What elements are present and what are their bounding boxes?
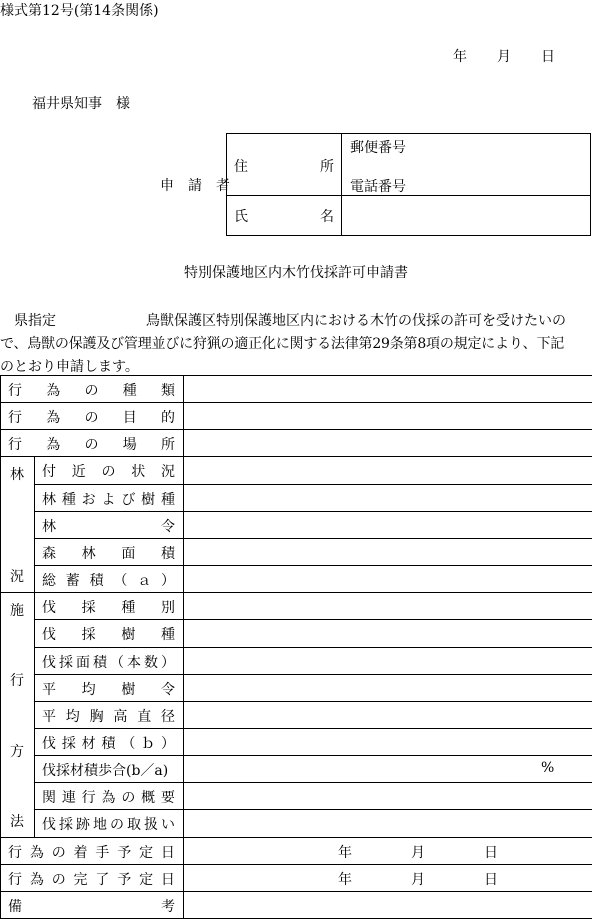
row-label-group1-2	[42, 489, 175, 509]
table-row-divider	[0, 429, 592, 430]
label-char: 行	[8, 437, 22, 453]
label-char: 付	[42, 464, 56, 480]
document-title: 特別保護地区内木竹伐採許可申請書	[184, 265, 408, 281]
label-char: 種	[122, 383, 137, 399]
paragraph-line-2: で、鳥獣の保護及び管理並びに狩猟の適正化に関する法律第29条第8項の規定により、下記	[0, 336, 565, 352]
label-char: 林	[42, 492, 56, 508]
row-label-group1-1	[42, 461, 175, 481]
table-row-divider	[34, 647, 592, 648]
label-char: ｂ	[141, 736, 156, 752]
label-char: の	[51, 872, 66, 888]
label-char: の	[84, 410, 99, 426]
label-char: 予	[117, 872, 132, 888]
label-char: 考	[161, 899, 175, 915]
applicant-label: 申 請 者	[160, 178, 230, 194]
label-char: 別	[160, 600, 175, 616]
row-label-2	[8, 407, 175, 427]
table-row-divider	[0, 864, 592, 865]
label-char: 為	[46, 437, 61, 453]
label-char: 令	[160, 682, 175, 698]
label-char: （	[113, 573, 128, 589]
table-row-divider	[34, 538, 592, 539]
application-table	[0, 375, 592, 918]
label-char: 採	[59, 817, 73, 833]
row-label-group2-7: 伐採材積歩合(b／a)	[42, 763, 169, 779]
table-row-divider	[34, 511, 592, 512]
label-char: 均	[81, 682, 96, 698]
postal-code-label: 郵便番号	[350, 140, 406, 156]
paragraph-line-3: のとおり申請します。	[0, 359, 139, 375]
table-row-divider	[34, 755, 592, 756]
table-row-divider	[34, 728, 592, 729]
label-char: 均	[65, 709, 80, 725]
label-char: 種	[121, 600, 136, 616]
date-year-label: 年	[338, 845, 352, 861]
label-char: 定	[139, 845, 154, 861]
table-row-divider	[34, 619, 592, 620]
row-label-group2-2	[42, 624, 175, 644]
label-char: 日	[160, 872, 175, 888]
label-char: 扱	[144, 817, 158, 833]
date-year-label: 年	[338, 872, 352, 888]
label-char: 伐	[42, 817, 56, 833]
label-char: 近	[71, 464, 86, 480]
label-char: の	[110, 817, 124, 833]
bottom-row-label-3	[8, 896, 175, 916]
table-row-divider	[0, 402, 592, 403]
label-char: 行	[8, 410, 22, 426]
label-char: ）	[160, 736, 175, 752]
address-label-a: 住	[234, 159, 248, 175]
name-label-a: 氏	[234, 209, 248, 225]
row-label-group2-6	[42, 733, 175, 753]
label-char: 伐	[42, 736, 56, 752]
label-char: の	[84, 383, 99, 399]
group-column-divider	[34, 456, 35, 592]
label-char: 取	[127, 817, 141, 833]
paragraph-prefix: 県指定	[14, 313, 56, 329]
label-char: 高	[113, 709, 128, 725]
table-row-divider	[0, 837, 592, 838]
label-char: 令	[161, 519, 175, 535]
label-char: 面	[76, 655, 90, 671]
bottom-row-label-1	[8, 842, 175, 862]
label-char: 地	[93, 817, 107, 833]
group1-label-char: 況	[10, 569, 24, 585]
label-char: 関	[42, 790, 56, 806]
label-char: 類	[161, 383, 175, 399]
label-char: い	[161, 817, 175, 833]
addressee: 福井県知事 様	[32, 96, 130, 112]
label-char: 樹	[141, 492, 156, 508]
label-char: 径	[160, 709, 175, 725]
date-day-label: 日	[541, 49, 555, 65]
table-row-divider	[0, 891, 592, 892]
table-row-divider	[34, 565, 592, 566]
label-char: 行	[8, 872, 22, 888]
label-char: 直	[137, 709, 152, 725]
label-char: ａ	[137, 573, 152, 589]
paragraph-line-1: 鳥獣保護区特別保護地区内における木竹の伐採の許可を受けたいの	[146, 313, 566, 329]
bottom-row-label-2	[8, 869, 175, 889]
label-char: 平	[42, 709, 56, 725]
label-char: 採	[61, 736, 76, 752]
label-char: 採	[81, 627, 96, 643]
table-row-divider	[34, 809, 592, 810]
label-char: の	[51, 845, 66, 861]
label-char: 積	[101, 736, 116, 752]
label-char: 備	[8, 899, 22, 915]
label-char: 目	[122, 410, 137, 426]
label-char: 為	[46, 410, 61, 426]
date-month-label: 月	[497, 49, 511, 65]
group2-label-char: 方	[10, 744, 24, 760]
row-label-group2-5	[42, 706, 175, 726]
label-char: 連	[61, 790, 76, 806]
label-char: 材	[81, 736, 96, 752]
label-char: 概	[141, 790, 156, 806]
label-char: ）	[161, 655, 175, 671]
label-char: 伐	[42, 600, 56, 616]
label-char: 伐	[42, 655, 56, 671]
group2-label-char: 施	[10, 603, 24, 619]
label-char: お	[81, 492, 96, 508]
group2-label-char: 法	[10, 814, 24, 830]
label-char: 伐	[42, 627, 56, 643]
label-char: 行	[81, 790, 96, 806]
applicant-table	[226, 133, 591, 236]
table-row-divider	[0, 456, 592, 457]
label-char: 林	[81, 546, 96, 562]
group-column-divider	[34, 592, 35, 837]
date-day-label: 日	[484, 872, 498, 888]
form-number: 様式第12号(第14条関係)	[0, 3, 159, 19]
label-char: 種	[160, 627, 175, 643]
label-char: の	[84, 437, 99, 453]
label-char: 行	[8, 383, 22, 399]
label-char: 森	[42, 546, 56, 562]
label-char: ）	[160, 573, 175, 589]
table-row-divider	[0, 592, 592, 593]
label-char: 総	[42, 573, 56, 589]
label-char: 種	[61, 492, 76, 508]
label-char: 胸	[89, 709, 104, 725]
label-char: 跡	[76, 817, 90, 833]
row-label-group1-4	[42, 543, 175, 563]
label-char: 定	[139, 872, 154, 888]
name-label-b: 名	[320, 209, 334, 225]
label-char: 蓄	[65, 573, 80, 589]
label-char: よ	[101, 492, 116, 508]
label-char: 場	[122, 437, 137, 453]
label-char: 状	[131, 464, 146, 480]
label-char: 数	[144, 655, 158, 671]
label-char: 着	[73, 845, 88, 861]
label-char: 了	[95, 872, 110, 888]
row-label-group1-3	[42, 516, 175, 536]
label-char: 積	[160, 546, 175, 562]
label-char: 為	[29, 845, 44, 861]
label-char: 的	[161, 410, 175, 426]
row-label-group2-3	[42, 652, 175, 672]
date-month-label: 月	[411, 872, 425, 888]
address-label-b: 所	[320, 159, 334, 175]
date-year-label: 年	[453, 49, 467, 65]
label-char: 為	[46, 383, 61, 399]
label-char: （	[110, 655, 124, 671]
label-char: 要	[160, 790, 175, 806]
label-char: （	[121, 736, 136, 752]
table-row-divider	[34, 701, 592, 702]
percent-unit: %	[541, 760, 555, 776]
date-day-label: 日	[484, 845, 498, 861]
label-char: 積	[93, 655, 107, 671]
row-label-group2-4	[42, 679, 175, 699]
date-month-label: 月	[411, 845, 425, 861]
table-row-divider	[34, 484, 592, 485]
label-char: の	[101, 464, 116, 480]
table-row-divider	[34, 674, 592, 675]
row-label-group2-9	[42, 814, 175, 834]
row-label-group2-1	[42, 597, 175, 617]
label-char: 日	[160, 845, 175, 861]
table-row-divider	[34, 782, 592, 783]
label-char: 樹	[121, 627, 136, 643]
label-char: 為	[29, 872, 44, 888]
label-char: 積	[89, 573, 104, 589]
label-char: 採	[59, 655, 73, 671]
row-label-3	[8, 434, 175, 454]
label-char: 所	[161, 437, 175, 453]
label-char: 行	[8, 845, 22, 861]
label-char: 種	[160, 492, 175, 508]
label-char: 況	[161, 464, 175, 480]
label-char: び	[121, 492, 136, 508]
label-char: 面	[121, 546, 136, 562]
group2-label-char: 行	[10, 673, 24, 689]
row-label-group1-5	[42, 570, 175, 590]
label-char: 平	[42, 682, 56, 698]
label-char: 完	[73, 872, 88, 888]
phone-label: 電話番号	[350, 179, 406, 195]
row-label-group2-8	[42, 787, 175, 807]
label-char: 手	[95, 845, 110, 861]
label-char: 採	[81, 600, 96, 616]
row-label-1	[8, 380, 175, 400]
label-char: 林	[42, 519, 56, 535]
group1-label-char: 林	[10, 467, 24, 483]
label-char: 本	[127, 655, 141, 671]
label-char: 為	[101, 790, 116, 806]
label-char: 予	[117, 845, 132, 861]
label-char: 樹	[121, 682, 136, 698]
label-char: の	[121, 790, 136, 806]
